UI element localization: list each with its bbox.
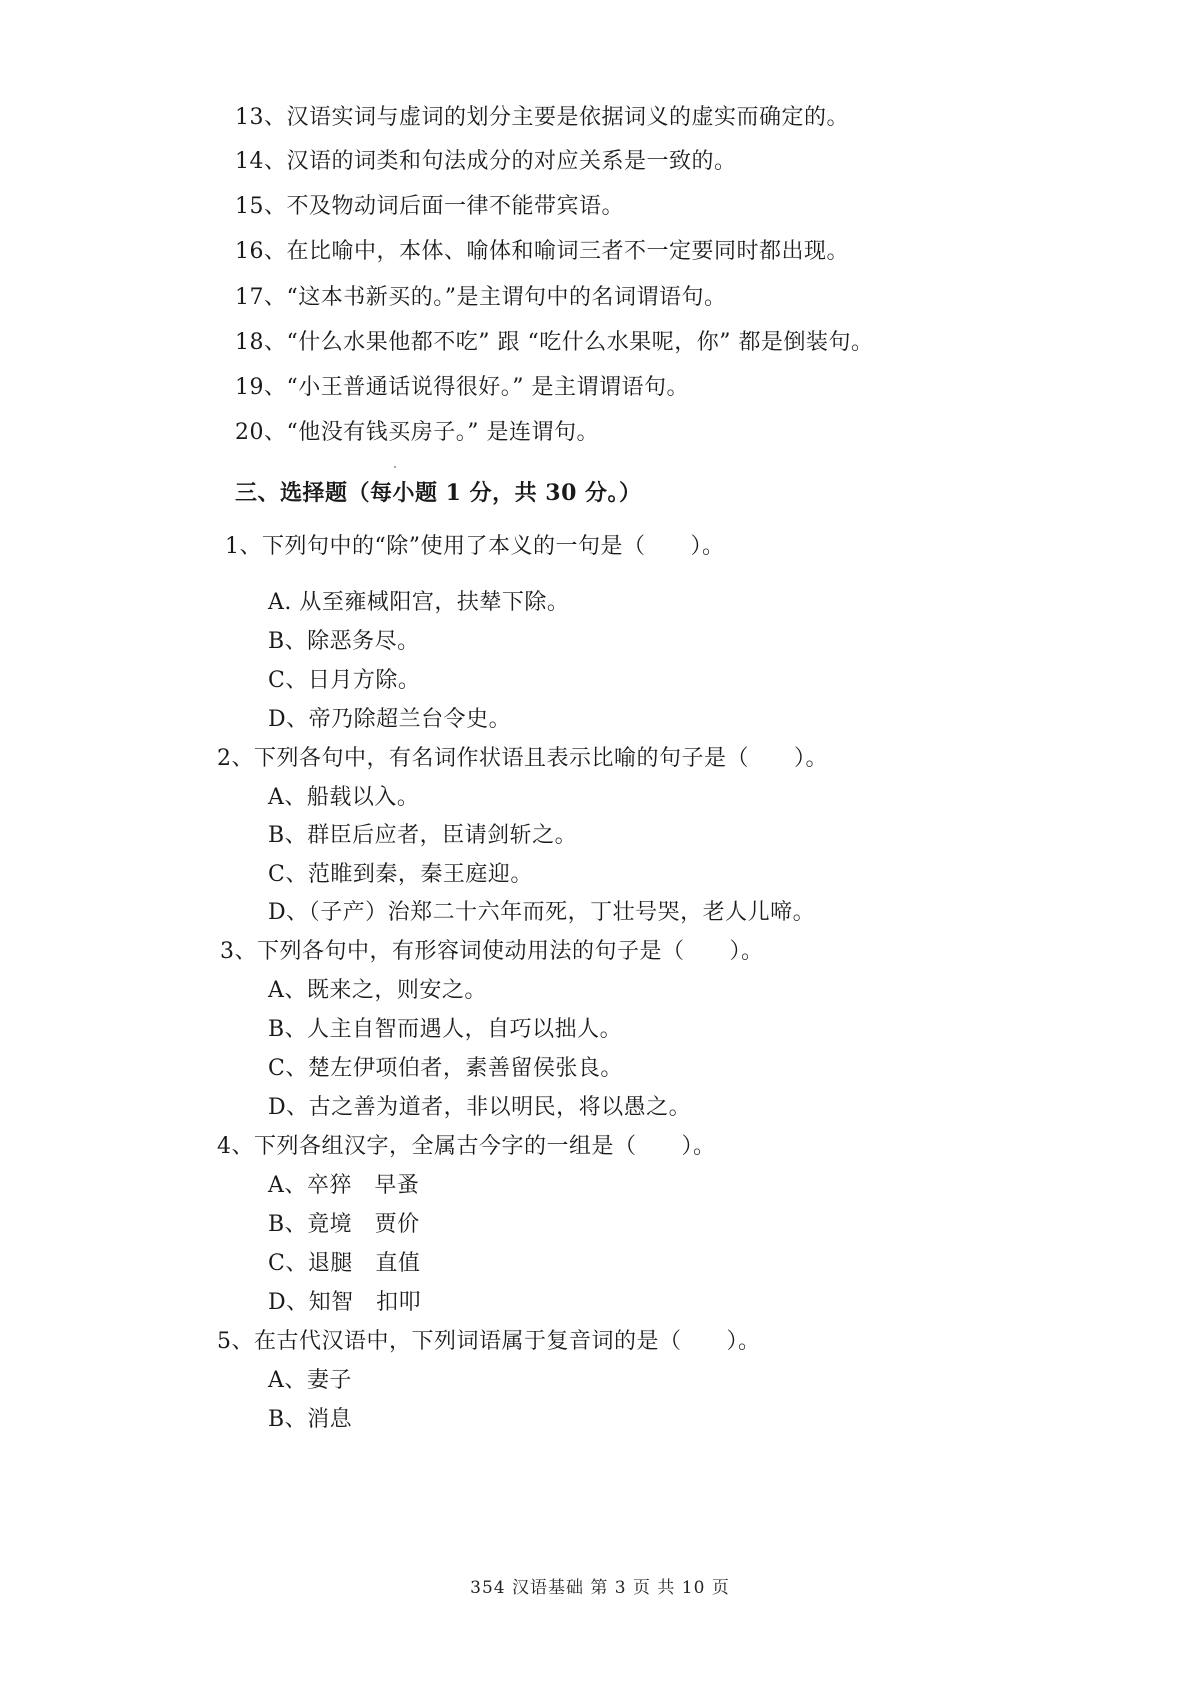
item-number: 16、 (235, 239, 287, 264)
tf-item-13 (235, 104, 849, 132)
item-text: 在比喻中，本体、喻体和喻词三者不一定要同时都出现。 (286, 239, 850, 264)
question-4-option-a: A、卒猝 早蚤 (268, 1173, 420, 1198)
question-5-stem (217, 1328, 761, 1356)
item-text: “这本书新买的。”是主谓句中的名词谓语句。 (286, 285, 727, 310)
question-3-stem (220, 938, 764, 966)
question-number: 4、 (217, 1134, 254, 1159)
question-2-option-c: C、范睢到秦，秦王庭迎。 (268, 862, 533, 887)
item-number: 17、 (235, 285, 287, 310)
tf-item-19 (235, 374, 689, 402)
question-number: 1、 (225, 534, 262, 559)
question-5-option-b: B、消息 (268, 1407, 353, 1432)
tf-item-16 (235, 238, 849, 266)
tf-item-15 (235, 193, 624, 221)
tf-item-18 (235, 329, 873, 357)
item-number: 14、 (235, 149, 287, 174)
tf-item-17 (235, 284, 727, 312)
question-number: 5、 (217, 1329, 254, 1354)
question-2-option-a: A、船载以入。 (268, 785, 420, 810)
item-text: “什么水果他都不吃” 跟 “吃什么水果呢，你” 都是倒装句。 (286, 330, 874, 355)
question-2-option-b: B、群臣后应者，臣请剑斩之。 (268, 823, 578, 848)
question-3-option-b: B、人主自智而遇人，自巧以拙人。 (268, 1017, 623, 1042)
question-4-option-b: B、竟境 贾价 (268, 1212, 420, 1237)
scan-speck (394, 466, 396, 468)
item-number: 18、 (235, 330, 287, 355)
item-text: 不及物动词后面一律不能带宾语。 (286, 194, 625, 219)
question-text: 下列各句中，有名词作状语且表示比喻的句子是（ ）。 (254, 746, 829, 771)
question-text: 下列各组汉字，全属古今字的一组是（ ）。 (254, 1134, 716, 1159)
item-number: 15、 (235, 194, 287, 219)
item-text: “他没有钱买房子。” 是连谓句。 (286, 420, 599, 445)
item-number: 19、 (235, 375, 287, 400)
section-heading: 三、选择题（每小题 1 分，共 30 分。） (235, 480, 642, 506)
question-text: 下列各句中，有形容词使动用法的句子是（ ）。 (257, 939, 764, 964)
item-number: 13、 (235, 105, 287, 130)
question-2-stem (217, 745, 828, 773)
tf-item-20 (235, 419, 599, 447)
question-1-option-a: A. 从至雍棫阳宫，扶辇下除。 (268, 590, 570, 615)
item-text: 汉语实词与虚词的划分主要是依据词义的虚实而确定的。 (286, 105, 850, 130)
question-1-option-b: B、除恶务尽。 (268, 629, 420, 654)
question-text: 下列句中的“除”使用了本义的一句是（ ）。 (262, 534, 725, 559)
question-2-option-d: D、（子产）治郑二十六年而死，丁壮号哭，老人儿啼。 (268, 900, 816, 925)
question-3-option-c: C、楚左伊项伯者，素善留侯张良。 (268, 1056, 623, 1081)
question-1-stem (225, 533, 725, 561)
page-footer: 354 汉语基础 第 3 页 共 10 页 (470, 1578, 730, 1598)
question-1-option-c: C、日月方除。 (268, 668, 421, 693)
item-text: “小王普通话说得很好。” 是主谓谓语句。 (286, 375, 689, 400)
question-3-option-a: A、既来之，则安之。 (268, 978, 487, 1003)
question-4-option-d: D、知智 扣叩 (268, 1290, 422, 1315)
question-number: 3、 (220, 939, 257, 964)
item-number: 20、 (235, 420, 287, 445)
question-number: 2、 (217, 746, 254, 771)
question-text: 在古代汉语中，下列词语属于复音词的是（ ）。 (254, 1329, 761, 1354)
question-4-stem (217, 1133, 716, 1161)
question-1-option-d: D、帝乃除超兰台令史。 (268, 707, 512, 732)
question-4-option-c: C、退腿 直值 (268, 1251, 421, 1276)
item-text: 汉语的词类和句法成分的对应关系是一致的。 (286, 149, 737, 174)
tf-item-14 (235, 148, 737, 176)
question-3-option-d: D、古之善为道者，非以明民，将以愚之。 (268, 1095, 692, 1120)
question-5-option-a: A、妻子 (268, 1368, 352, 1393)
